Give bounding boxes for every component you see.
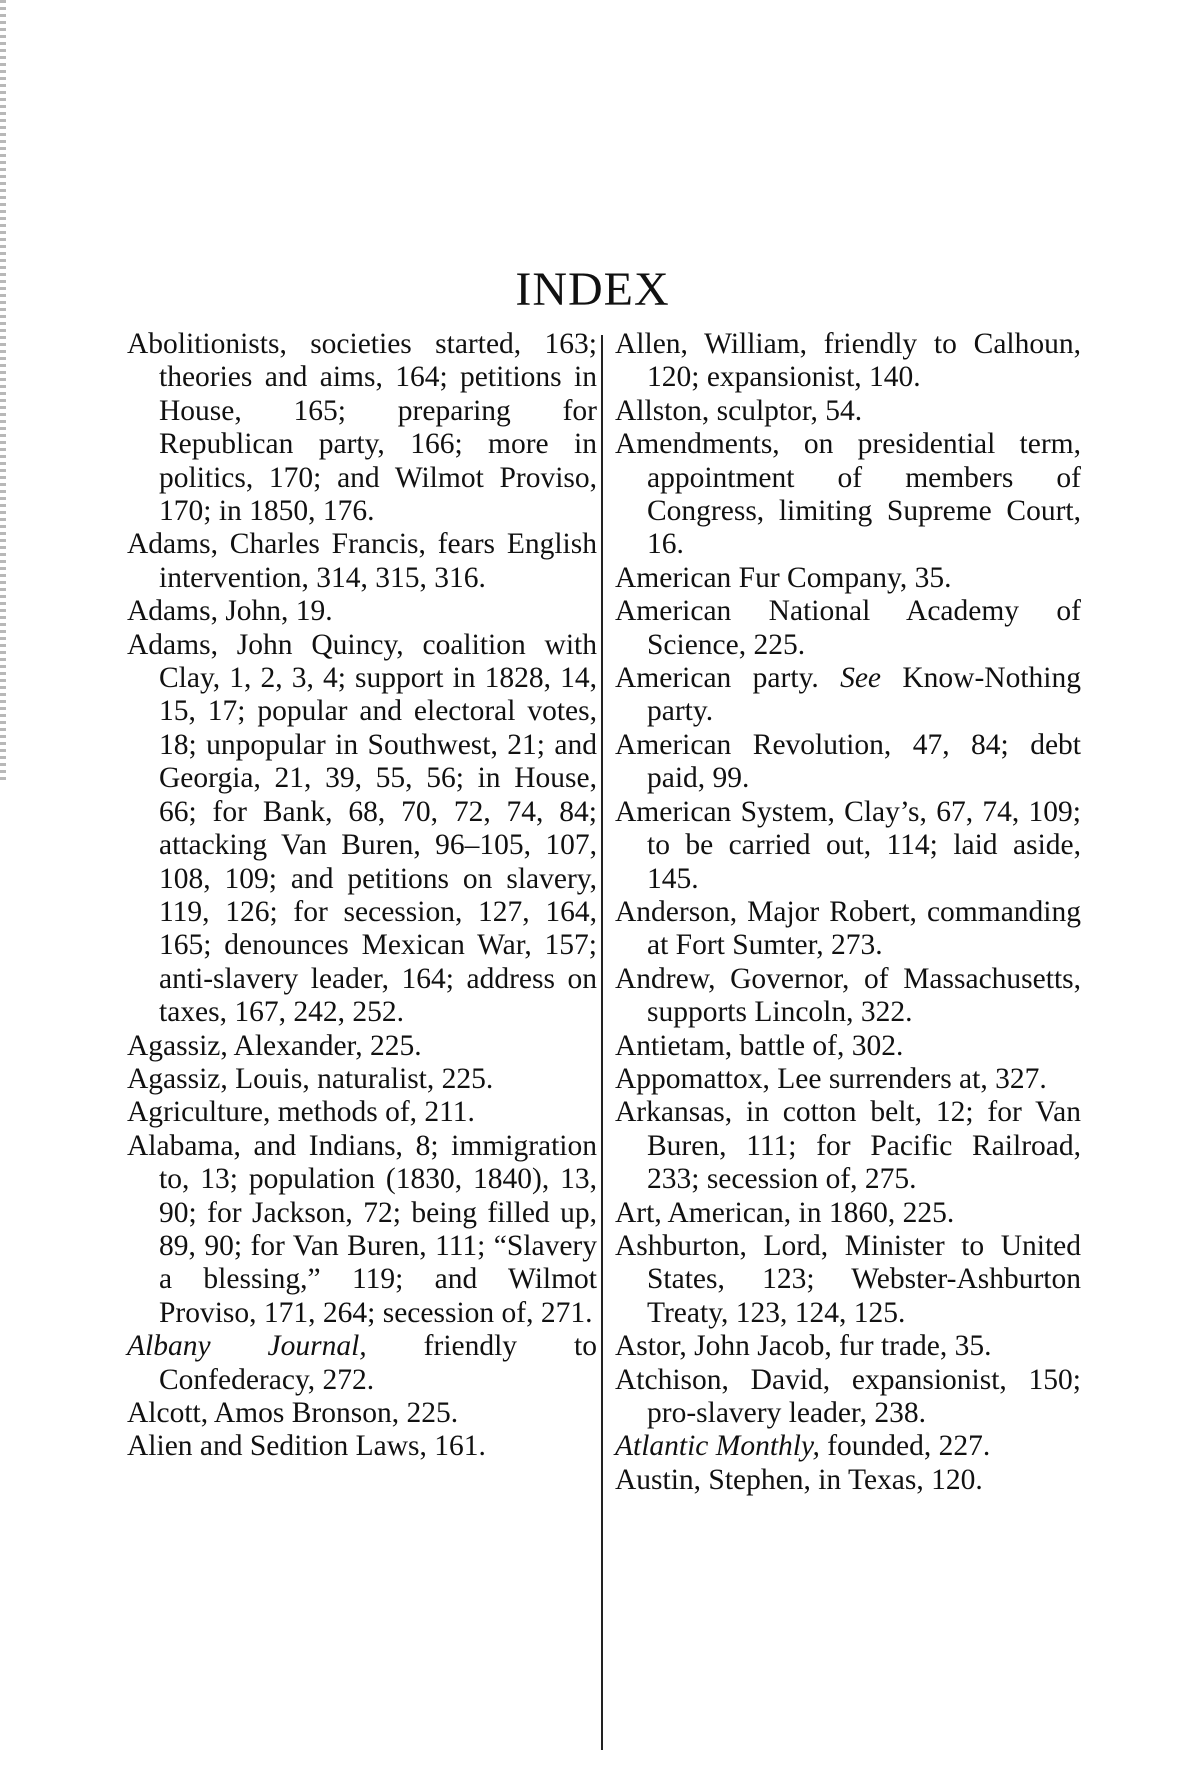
index-entry	[615, 1430, 1081, 1463]
entry-text: Art, American, in 1860, 225.	[615, 1196, 955, 1229]
index-entry	[615, 428, 1081, 562]
index-entry	[615, 1330, 1081, 1363]
entry-text: Know-Nothing party.	[647, 662, 1081, 728]
entry-text: founded, 227.	[819, 1430, 991, 1463]
entry-see-reference: See	[840, 662, 882, 695]
entry-text: Agriculture, methods of, 211.	[127, 1096, 475, 1129]
entry-text: American National Academy of Science, 225.	[615, 595, 1081, 661]
entry-text: Amendments, on presidential term, appointment of members of Congress, limiting Supreme Court, 16.	[615, 428, 1081, 561]
index-entry	[615, 729, 1081, 796]
entry-text: Agassiz, Louis, naturalist, 225.	[127, 1062, 494, 1095]
page-edge-shadow	[0, 0, 6, 780]
index-entry	[127, 629, 597, 1030]
index-entry	[615, 328, 1081, 395]
entry-text: Antietam, battle of, 302.	[615, 1029, 904, 1062]
entry-italic-title: Albany Journal,	[127, 1330, 367, 1363]
entry-text: Ashburton, Lord, Minister to United States, 123; Webster-Ashburton Treaty, 123, 124, 125.	[615, 1229, 1081, 1329]
entry-text: Abolitionists, societies started, 163; theories and aims, 164; petitions in House, 165; preparing for Republican party, 166; more in politics, 170; and Wilmot Proviso, 170; in 1850, 176.	[127, 328, 597, 528]
index-entry	[615, 1464, 1081, 1497]
index-entry	[127, 328, 597, 528]
entry-text: Atchison, David, expansionist, 150; pro-slavery leader, 238.	[615, 1363, 1081, 1429]
entry-text: American System, Clay’s, 67, 74, 109; to be carried out, 114; laid aside, 145.	[615, 795, 1081, 895]
index-entry	[615, 1030, 1081, 1063]
index-entry	[615, 1096, 1081, 1196]
index-entry	[615, 1197, 1081, 1230]
entry-text: American Fur Company, 35.	[615, 561, 952, 594]
entry-text: Adams, John Quincy, coalition with Clay, 1, 2, 3, 4; support in 1828, 14, 15, 17; popular and electoral votes, 18; unpopular in Southwest, 21; and Georgia, 21, 39, 55, 56; in House, 66; for Bank, 68, 70, 72, 74, 84; attacking Van Buren, 96–105, 107, 108, 109; and petitions on slavery, 119, 126; for secession, 127, 164, 165; denounces Mexican War, 157; anti-slavery leader, 164; address on taxes, 167, 242, 252.	[127, 628, 597, 1029]
entry-text: American party.	[615, 662, 841, 695]
index-column-left	[127, 328, 597, 1464]
index-entry	[615, 595, 1081, 662]
index-entry	[127, 1030, 597, 1063]
index-entry	[615, 796, 1081, 896]
index-entry	[127, 1130, 597, 1330]
entry-text: American Revolution, 47, 84; debt paid, 99.	[615, 728, 1081, 795]
entry-text: Arkansas, in cotton belt, 12; for Van Buren, 111; for Pacific Railroad, 233; secession of, 275.	[615, 1096, 1081, 1196]
entry-text: Adams, John, 19.	[127, 595, 333, 628]
entry-text: Alien and Sedition Laws, 161.	[127, 1430, 486, 1463]
index-entry	[127, 1330, 597, 1397]
index-entry	[615, 963, 1081, 1030]
index-entry	[615, 896, 1081, 963]
column-divider	[601, 335, 603, 1750]
entry-text: Allen, William, friendly to Calhoun, 120; expansionist, 140.	[615, 328, 1081, 394]
index-entry	[615, 662, 1081, 729]
index-column-right	[615, 328, 1081, 1497]
index-entry	[615, 1230, 1081, 1330]
entry-text: Adams, Charles Francis, fears English intervention, 314, 315, 316.	[127, 528, 597, 594]
entry-text: Anderson, Major Robert, commanding at Fort Sumter, 273.	[615, 895, 1081, 962]
entry-text: Andrew, Governor, of Massachusetts, supports Lincoln, 322.	[615, 962, 1081, 1029]
entry-italic-title: Atlantic Monthly,	[615, 1430, 820, 1463]
entry-text: Alcott, Amos Bronson, 225.	[127, 1397, 459, 1429]
index-entry	[615, 562, 1081, 595]
index-entry	[127, 1430, 597, 1463]
page-title: INDEX	[515, 263, 670, 317]
entry-text: Agassiz, Alexander, 225.	[127, 1029, 422, 1062]
index-entry	[127, 1096, 597, 1129]
index-entry	[127, 1063, 597, 1096]
index-entry	[127, 595, 597, 628]
entry-text: Alabama, and Indians, 8; immigration to, 13; population (1830, 1840), 13, 90; for Jackson, 72; being filled up, 89, 90; for Van Buren, 111; “Slavery a blessing,” 119; and Wilmot Proviso, 171, 264; secession of, 271.	[127, 1129, 597, 1329]
index-entry	[615, 1364, 1081, 1431]
entry-text: Austin, Stephen, in Texas, 120.	[615, 1463, 983, 1496]
entry-text: Allston, sculptor, 54.	[615, 394, 863, 427]
entry-text: Astor, John Jacob, fur trade, 35.	[615, 1330, 992, 1363]
index-entry	[127, 1397, 597, 1430]
index-entry	[127, 528, 597, 595]
entry-text: friendly to Confederacy, 272.	[159, 1330, 597, 1396]
index-entry	[615, 1063, 1081, 1096]
entry-text: Appomattox, Lee surrenders at, 327.	[615, 1062, 1047, 1095]
index-entry	[615, 395, 1081, 428]
